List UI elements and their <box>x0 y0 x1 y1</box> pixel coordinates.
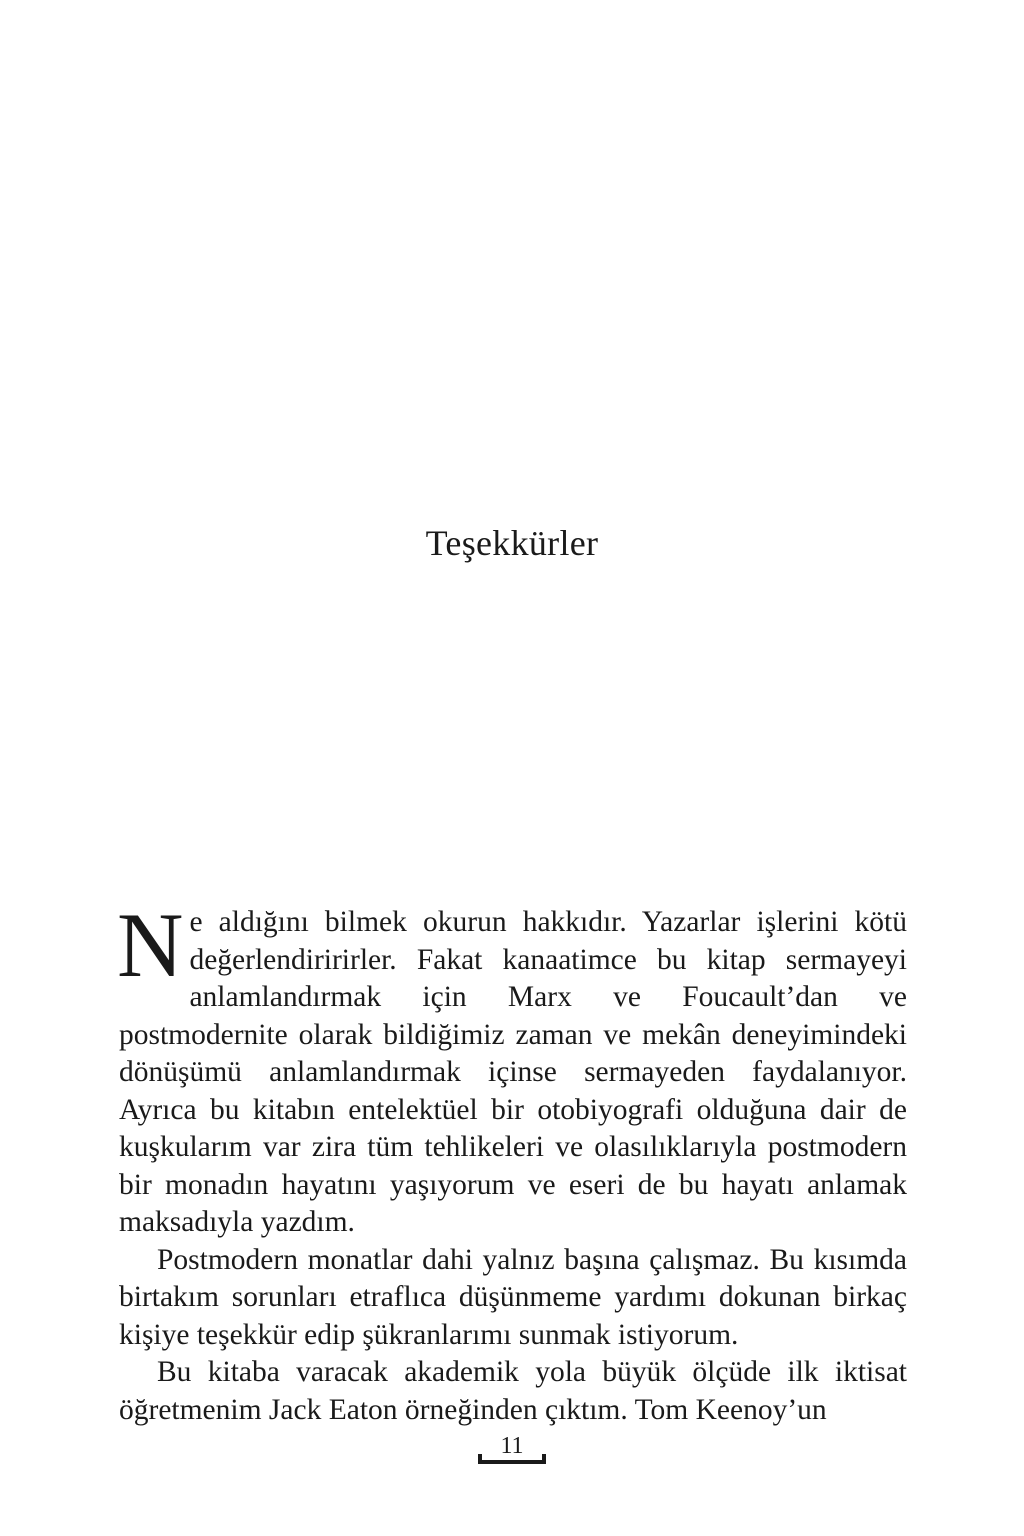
paragraph: Bu kitaba varacak akademik yola büyük ölçüde ilk iktisat öğretmenim Jack Eaton örneğinden çıktım. Tom Keenoy’un <box>119 1356 907 1426</box>
drop-cap: N <box>117 894 184 996</box>
paragraph-text: e aldığını bilmek okurun hakkıdır. Yazarlar işlerini kötü değerlendiririrler. Fakat kanaatimce bu kitap sermayeyi anlamlandırmak için Marx ve Foucault’dan ve postmodernite olarak bildiğimiz zaman ve mekân deneyimindeki dönüşümü anlamlandırmak içinse sermayeden faydalanıyor. Ayrıca bu kitabın entelektüel bir otobiyografi olduğuna dair de kuşkularım var zira tüm tehlikeleri ve olasılıklarıyla postmodern bir monadın hayatını yaşıyorum ve eseri de bu hayatı anlamak maksadıyla yazdım. <box>119 906 907 1238</box>
page-number: 11 <box>500 1433 524 1459</box>
paragraph: Postmodern monatlar dahi yalnız başına çalışmaz. Bu kısımda birtakım sorunları etraflıca düşünmeme yardımı dokunan birkaç kişiye teşekkür edip şükranlarımı sunmak istiyorum. <box>119 1243 907 1351</box>
body-text <box>117 894 907 1429</box>
page-number-footer <box>478 1434 546 1464</box>
page-number-bracket <box>478 1460 546 1464</box>
paragraph <box>117 894 907 1242</box>
chapter-title: Teşekkürler <box>425 523 599 563</box>
